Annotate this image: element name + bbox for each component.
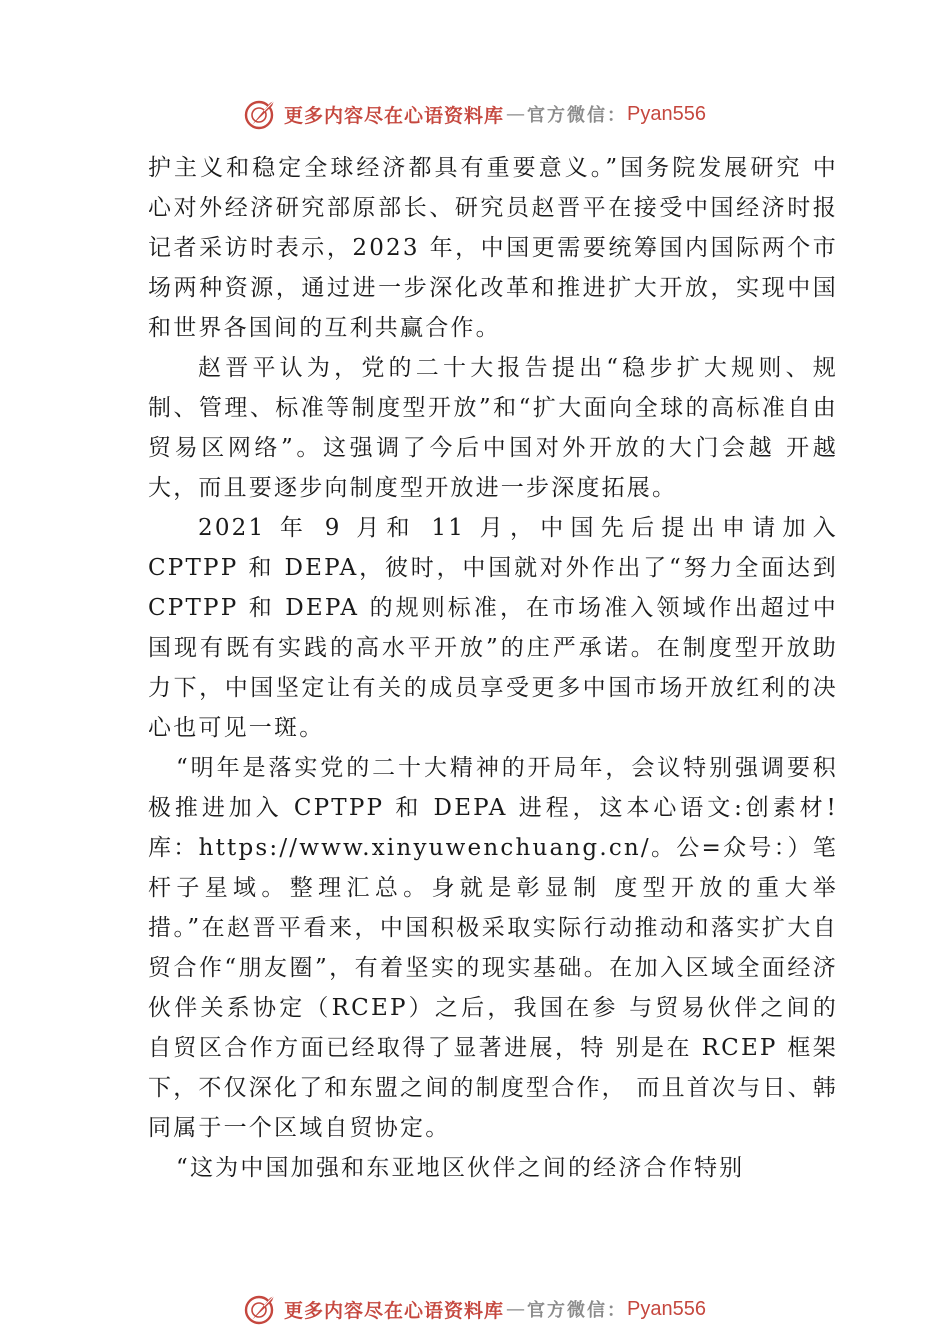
paragraph-5: “这为中国加强和东亚地区伙伴之间的经济合作特别 (176, 1155, 745, 1181)
header-wechat-label: 官方微信： (527, 105, 628, 126)
footer-wechat-label: 官方微信： (527, 1300, 628, 1321)
header-brand-text: 更多内容尽在心语资料库 (284, 104, 505, 127)
footer-banner (0, 1287, 950, 1331)
footer-wechat-id: Pyan556 (627, 1297, 706, 1320)
paragraph-3: 2021 年 9 月和 11 月，中国先后提出申请加入 CPTPP 和 DEPA，彼时，中国就对外作出了“努力全面达到 CPTPP 和 DEPA 的规则标准，在市场准入领域作出超过中国现有既有实践的高水平开放”的庄严承诺。在制度型开放助力下，中国坚定让有关的成员享受更多中国市场开放红利的决心也可见一斑。 (148, 515, 838, 741)
header-dash: — (506, 103, 526, 125)
footer-brand-text: 更多内容尽在心语资料库 (284, 1299, 505, 1322)
header-wechat-id: Pyan556 (627, 102, 706, 125)
paragraph-4: “明年是落实党的二十大精神的开局年，会议特别强调要积极推进加入 CPTPP 和 DEPA 进程，这本心语文:创素材!库：https://www.xinyuwenchuang.cn/。公=众号：）笔杆子星域。整理汇总。身就是彰显制 度型开放的重大举措。”在赵晋平看来，中国积极采取实际行动推动和落实扩大自贸合作“朋友圈”，有着坚实的现实基础。在加入区域全面经济伙伴关系协定（RCEP）之后，我国在参 与贸易伙伴之间的自贸区合作方面已经取得了显著进展，特 别是在 RCEP 框架下，不仅深化了和东盟之间的制度型合作， 而且首次与日、韩同属于一个区域自贸协定。 (148, 755, 838, 1141)
article-body (148, 148, 838, 1188)
quill-seal-icon (244, 97, 278, 131)
paragraph-2: 赵晋平认为，党的二十大报告提出“稳步扩大规则、规制、管理、标准等制度型开放”和“扩大面向全球的高标准自由贸易区网络”。这强调了今后中国对外开放的大门会越 开越大，而且要逐步向制度型开放进一步深度拓展。 (148, 355, 838, 501)
quill-seal-icon (244, 1292, 278, 1326)
footer-dash: — (506, 1298, 526, 1320)
paragraph-1: 护主义和稳定全球经济都具有重要意义。”国务院发展研究 中心对外经济研究部原部长、研究员赵晋平在接受中国经济时报记者采访时表示，2023 年，中国更需要统筹国内国际两个市场两种资源，通过进一步深化改革和推进扩大开放，实现中国和世界各国间的互利共赢合作。 (148, 155, 838, 341)
header-banner (0, 92, 950, 136)
